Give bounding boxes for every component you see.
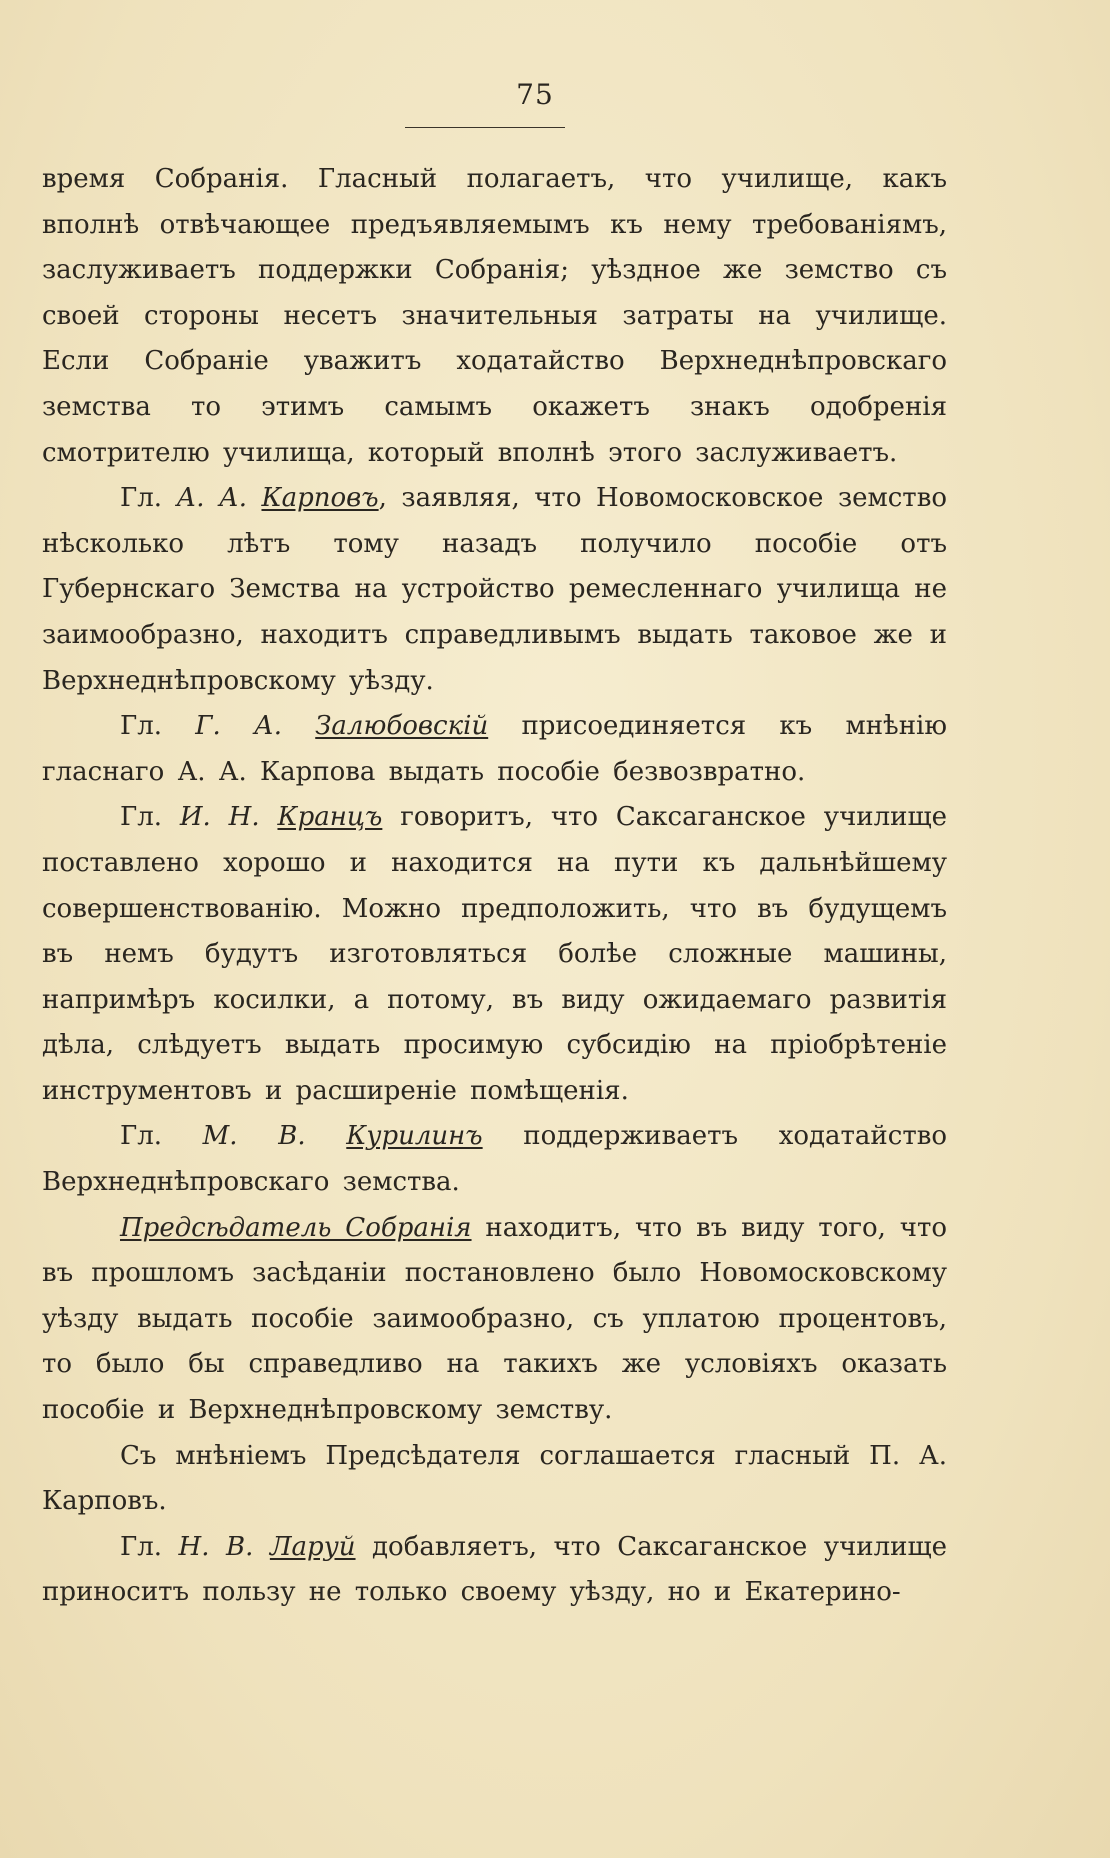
- text-run: , заявляя, что Новомосковское земство нѣсколько лѣтъ тому назадъ получило пособіе отъ Губернскаго Земства на устройство ремесленнаго училища не заимообразно, находитъ справедливымъ выдать таковое же и Верхнеднѣпровскому уѣзду.: [42, 483, 947, 696]
- speaker-surname: Ларуй: [269, 1531, 356, 1562]
- speaker-initials: Н. В.: [178, 1531, 270, 1562]
- paragraph-p3: [42, 704, 947, 795]
- speaker-surname: Карповъ: [261, 483, 379, 514]
- page-header: [42, 80, 947, 110]
- text-run: присоединяется къ мнѣнію гласнаго А. А. Карпова выдать пособіе безвозвратно.: [42, 711, 947, 787]
- speaker-surname: Курилинъ: [346, 1121, 483, 1152]
- paragraph-p1: [42, 157, 947, 476]
- paragraph-p7: [42, 1434, 947, 1525]
- text-run: Гл.: [120, 1531, 179, 1562]
- page-number: 75: [516, 78, 554, 111]
- speaker-surname: Предсѣдатель Собранія: [120, 1212, 472, 1243]
- speaker-surname: Кранцъ: [277, 802, 383, 833]
- speaker-initials: Г. А.: [195, 711, 316, 742]
- text-run: Гл.: [120, 483, 177, 514]
- text-run: добавляетъ, что Саксаганское училище приноситъ пользу не только своему уѣзду, но и Екатерино-: [42, 1531, 947, 1608]
- paragraph-p4: [42, 795, 947, 1114]
- speaker-initials: А. А.: [176, 483, 262, 514]
- text-run: поддерживаетъ ходатайство Верхнеднѣпровскаго земства.: [42, 1121, 947, 1198]
- text-run: время Собранія. Гласный полагаетъ, что училище, какъ вполнѣ отвѣчающее предъявляемымъ къ нему требованіямъ, заслуживаетъ поддержки Собранія; уѣздное же земство съ своей стороны несетъ значительныя затраты на училище. Если Собраніе уважитъ ходатайство Верхнеднѣпровскаго земства то этимъ самымъ окажетъ знакъ одобренія смотрителю училища, который вполнѣ этого заслуживаетъ.: [42, 164, 947, 468]
- text-run: Гл.: [120, 711, 196, 742]
- text-run: Гл.: [120, 802, 180, 833]
- text-run: Съ мнѣніемъ Предсѣдателя соглашается гласный П. А. Карповъ.: [42, 1440, 947, 1517]
- paragraph-p6: [42, 1206, 947, 1434]
- paragraph-p2: [42, 476, 947, 704]
- body-text: [42, 157, 947, 1616]
- text-run: говоритъ, что Саксаганское училище поставлено хорошо и находится на пути къ дальнѣйшему совершенствованію. Можно предположить, что въ будущемъ въ немъ будутъ изготовляться болѣе сложные машины, напримѣръ косилки, а потому, въ виду ожидаемаго развитія дѣла, слѣдуетъ выдать просимую субсидію на пріобрѣтеніе инструментовъ и расширеніе помѣщенія.: [42, 802, 948, 1106]
- speaker-initials: И. Н.: [179, 802, 278, 833]
- paragraph-p8: [42, 1525, 947, 1616]
- speaker-initials: М. В.: [202, 1121, 347, 1152]
- paragraph-p5: [42, 1114, 947, 1205]
- header-rule: [405, 127, 565, 128]
- text-run: находитъ, что въ виду того, что въ прошломъ засѣданіи постановлено было Новомосковскому уѣзду выдать пособіе заимообразно, съ уплатою процентовъ, то было бы справедливо на такихъ же условіяхъ оказать пособіе и Верхнеднѣпровскому земству.: [42, 1212, 948, 1426]
- text-run: Гл.: [120, 1121, 203, 1152]
- speaker-surname: Залюбовскій: [315, 711, 489, 742]
